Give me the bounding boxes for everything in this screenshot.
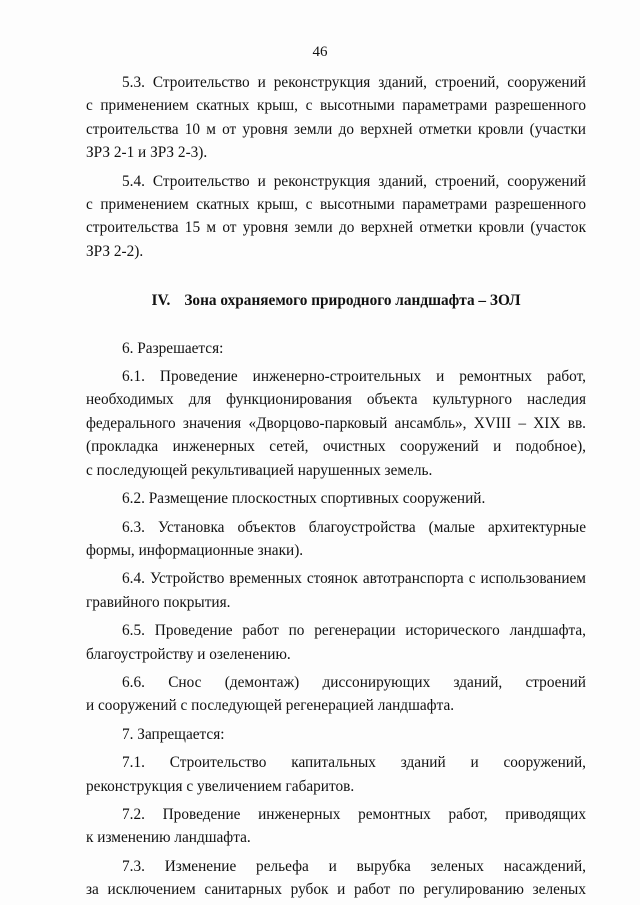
text-line: 6.2. Размещение плоскостных спортивных сооружений. — [122, 490, 486, 508]
section-heading — [86, 289, 586, 312]
text-line: 7.3. Изменение рельефа и вырубка зеленых насаждений, — [122, 857, 586, 875]
paragraph-5-3 — [86, 71, 586, 165]
text-line: с применением скатных крыш, с высотными параметрами разрешенного — [86, 196, 586, 214]
text-line: гравийного покрытия. — [86, 593, 231, 611]
paragraph-7-1 — [86, 751, 586, 798]
text-line: 5.3. Строительство и реконструкция зданий, строений, сооружений — [122, 74, 586, 91]
section-title: Зона охраняемого природного ландшафта – ЗОЛ — [184, 292, 521, 310]
text-line: с применением скатных крыш, с высотными параметрами разрешенного — [86, 97, 586, 115]
text-line: ЗРЗ 2-1 и ЗРЗ 2-3). — [86, 144, 208, 162]
paragraph-7-3 — [86, 855, 586, 902]
text-line: 6.4. Устройство временных стоянок автотранспорта с использованием — [122, 570, 586, 588]
text-line: к изменению ландшафта. — [86, 829, 251, 847]
paragraph-5-4 — [86, 170, 586, 264]
section-number: IV. — [151, 292, 171, 310]
page-number: 46 — [312, 44, 328, 60]
text-line: 6.6. Снос (демонтаж) диссонирующих зданий, строений — [122, 673, 586, 691]
text-line: благоустройству и озеленению. — [86, 645, 291, 663]
text-line: 7. Запрещается: — [122, 725, 225, 743]
text-line: 6. Разрешается: — [122, 339, 224, 357]
paragraph-6-4 — [86, 567, 586, 614]
text-line: ЗРЗ 2-2). — [86, 242, 144, 260]
paragraph-6-1 — [86, 365, 586, 482]
text-line: 7.1. Строительство капитальных зданий и сооружений, — [122, 754, 586, 772]
text-line: формы, информационные знаки). — [86, 541, 304, 559]
paragraph-6-2 — [86, 487, 586, 510]
paragraph-7-2 — [86, 803, 586, 850]
text-line: и сооружений с последующей регенерацией ландшафта. — [86, 697, 455, 715]
text-line: 5.4. Строительство и реконструкция зданий, строений, сооружений — [122, 172, 586, 190]
paragraph-7 — [86, 723, 586, 746]
text-line: 7.2. Проведение инженерных ремонтных работ, приводящих — [122, 805, 586, 823]
text-line: с последующей рекультивацией нарушенных земель. — [86, 461, 433, 479]
text-line: необходимых для функционирования объекта культурного наследия — [86, 391, 586, 409]
paragraph-6-5 — [86, 619, 586, 666]
text-line: 6.5. Проведение работ по регенерации исторического ландшафта, — [122, 622, 586, 640]
text-line: федерального значения «Дворцово-парковый ансамбль», XVIII – XIX вв. — [86, 414, 586, 432]
text-line: 6.3. Установка объектов благоустройства (малые архитектурные — [122, 518, 586, 536]
text-line: строительства 10 м от уровня земли до верхней отметки кровли (участки — [86, 120, 586, 138]
text-line: реконструкция с увеличением габаритов. — [86, 777, 355, 795]
text-line: (прокладка инженерных сетей, очистных сооружений и подобное), — [86, 438, 586, 456]
text-line: строительства 15 м от уровня земли до верхней отметки кровли (участок — [86, 219, 586, 237]
paragraph-6-3 — [86, 516, 586, 563]
paragraph-6-6 — [86, 671, 586, 718]
text-line: 6.1. Проведение инженерно-строительных и ремонтных работ, — [122, 368, 586, 386]
text-line: за исключением санитарных рубок и работ по регулированию зеленых — [86, 881, 586, 899]
paragraph-6 — [86, 337, 586, 360]
document-body — [86, 71, 586, 902]
